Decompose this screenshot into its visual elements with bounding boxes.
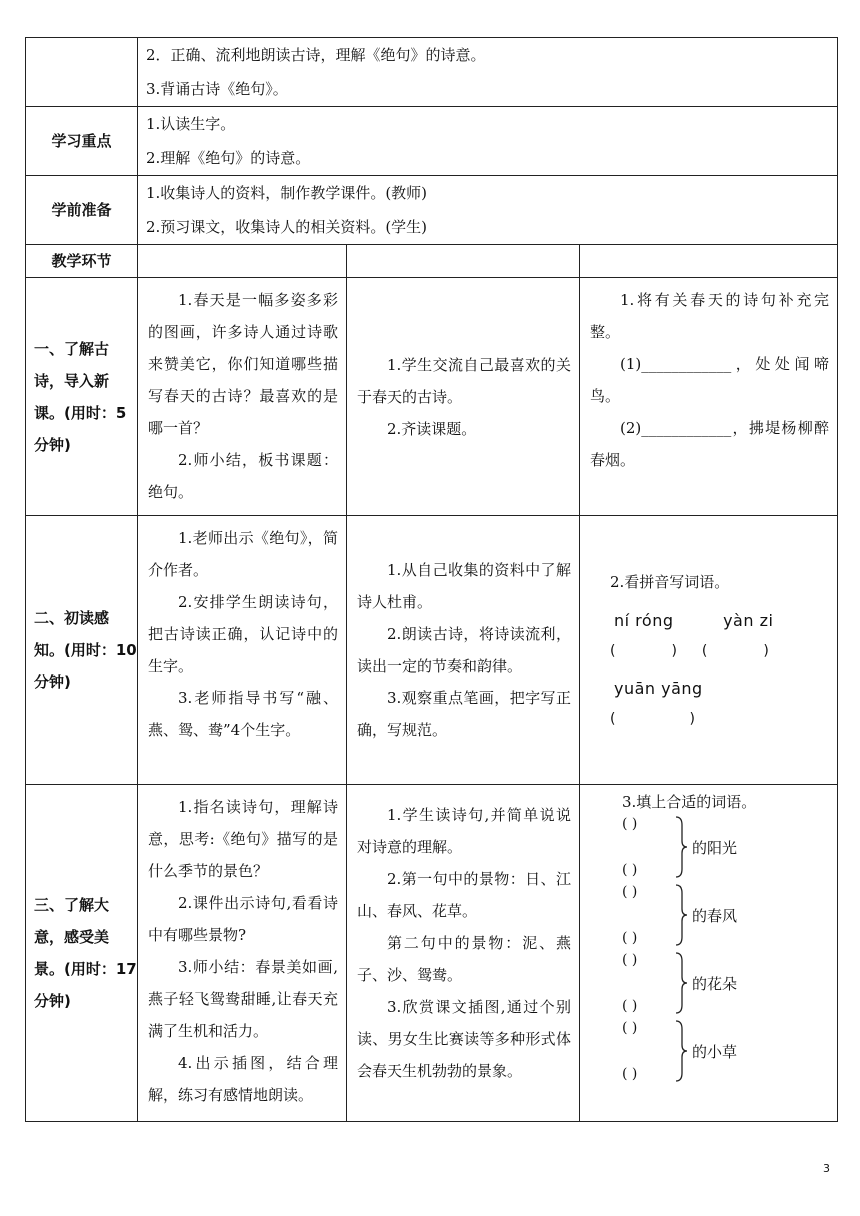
word-suffix: 的春风 — [692, 907, 738, 925]
paren-close: ) — [763, 643, 769, 659]
section3-exercise-cell — [580, 785, 838, 1122]
exercise-item — [590, 412, 829, 476]
teacher-step: 1.指名读诗句，理解诗意，思考:《绝句》描写的是什么季节的景色？ — [148, 798, 338, 880]
key-points-cell — [138, 107, 838, 176]
item-number: (1) — [620, 355, 642, 373]
section2-exercise-cell — [580, 516, 838, 785]
pinyin-word: yuān yāng — [614, 679, 703, 698]
paren-open: ( — [610, 711, 616, 727]
lesson-plan-table — [25, 37, 838, 1122]
student-step: 第二句中的景物：泥、燕子、沙、鸳鸯。 — [357, 934, 571, 984]
key-points-row — [26, 107, 838, 176]
student-step: 1.从自己收集的资料中了解诗人杜甫。 — [357, 561, 571, 611]
section3-row — [26, 785, 838, 1122]
section3-label: 三、了解大意，感受美景。(用时：17分钟) — [26, 785, 138, 1122]
steps-header-label: 教学环节 — [26, 245, 138, 278]
answer-paren: ( ) — [622, 816, 638, 832]
answer-parens-row — [610, 636, 829, 666]
item-text: ，处处闻啼鸟。 — [590, 355, 830, 405]
section1-exercise-cell — [580, 278, 838, 516]
section1-teacher-cell — [138, 278, 347, 516]
section1-row — [26, 278, 838, 516]
exercise-intro: 1.将有关春天的诗句补充完整。 — [590, 291, 830, 341]
key-points-label: 学习重点 — [26, 107, 138, 176]
teacher-step: 1.春天是一幅多姿多彩的图画，许多诗人通过诗歌来赞美它，你们知道哪些描写春天的古诗？最喜欢的是哪一首？ — [148, 291, 338, 437]
answer-paren: ( ) — [622, 998, 638, 1014]
preparation-line: 2.预习课文，收集诗人的相关资料。(学生) — [146, 218, 428, 236]
objectives-cell — [138, 38, 838, 107]
section2-teacher-cell — [138, 516, 347, 785]
brace-icon — [674, 815, 688, 879]
answer-paren: ( ) — [622, 862, 638, 878]
student-header-cell — [347, 245, 580, 278]
paren-open: ( — [701, 643, 708, 659]
brace-icon — [674, 951, 688, 1015]
teacher-step: 2.课件出示诗句,看看诗中有哪些景物? — [148, 894, 338, 944]
pinyin-word: yàn zi — [723, 611, 774, 630]
fill-blank: ____________ — [641, 355, 732, 373]
pinyin-row — [610, 674, 829, 704]
paren-close: ) — [689, 711, 695, 727]
answer-parens-row — [610, 704, 829, 734]
preparation-line: 1.收集诗人的资料，制作教学课件。(教师) — [146, 184, 428, 202]
section3-student-cell — [347, 785, 580, 1122]
answer-paren: ( ) — [622, 930, 638, 946]
student-step: 3.欣赏课文插图,通过个别读、男女生比赛读等多种形式体会春天生机勃勃的景象。 — [357, 998, 571, 1080]
answer-paren: ( ) — [622, 884, 638, 900]
word-group — [622, 815, 829, 883]
student-step: 2.齐读课题。 — [387, 419, 477, 438]
word-group — [622, 1019, 829, 1087]
page-number: 3 — [823, 1162, 830, 1175]
section2-student-cell — [347, 516, 580, 785]
objective-line: 2．正确、流利地朗读古诗，理解《绝句》的诗意。 — [146, 46, 486, 64]
word-suffix: 的花朵 — [692, 975, 738, 993]
pinyin-word: ní róng — [614, 611, 674, 630]
student-step: 2.朗读古诗，将诗读流利，读出一定的节奏和韵律。 — [357, 625, 571, 675]
teacher-step: 2.师小结，板书课题：绝句。 — [148, 451, 338, 501]
student-step: 3.观察重点笔画，把字写正确，写规范。 — [357, 689, 571, 739]
key-point-line: 1.认读生字。 — [146, 115, 236, 133]
paren-close: ) — [671, 643, 677, 659]
fill-blank: ____________ — [641, 419, 732, 437]
section2-row — [26, 516, 838, 785]
preparation-row — [26, 176, 838, 245]
student-step: 2.第一句中的景物：日、江山、春风、花草。 — [357, 870, 571, 920]
student-step: 1.学生读诗句,并简单说说对诗意的理解。 — [357, 806, 571, 856]
section2-label: 二、初读感知。(用时：10分钟) — [26, 516, 138, 785]
word-suffix: 的阳光 — [692, 839, 738, 857]
exercise-header-cell — [580, 245, 838, 278]
pinyin-row — [610, 606, 829, 636]
section3-teacher-cell — [138, 785, 347, 1122]
teacher-step: 2.安排学生朗读诗句，把古诗读正确，认记诗中的生字。 — [148, 593, 338, 675]
preparation-cell — [138, 176, 838, 245]
word-suffix: 的小草 — [692, 1043, 738, 1061]
student-step: 1.学生交流自己最喜欢的关于春天的古诗。 — [357, 355, 571, 406]
objective-line: 3.背诵古诗《绝句》。 — [146, 80, 288, 98]
answer-paren: ( ) — [622, 1020, 638, 1036]
teacher-step: 3.师小结：春景美如画,燕子轻飞鸳鸯甜睡,让春天充满了生机和活力。 — [148, 958, 338, 1040]
exercise-item — [590, 348, 829, 412]
key-point-line: 2.理解《绝句》的诗意。 — [146, 149, 311, 167]
preparation-label: 学前准备 — [26, 176, 138, 245]
word-group — [622, 951, 829, 1019]
objectives-row — [26, 38, 838, 107]
section1-label: 一、了解古诗，导入新课。(用时：5分钟) — [26, 278, 138, 516]
steps-header-row — [26, 245, 838, 278]
teacher-step: 4.出示插图，结合理解，练习有感情地朗读。 — [148, 1054, 338, 1104]
exercise-intro: 3.填上合适的词语。 — [622, 793, 757, 811]
teacher-step: 1.老师出示《绝句》，简介作者。 — [148, 529, 338, 579]
answer-paren: ( ) — [622, 1066, 638, 1082]
item-text: ，拂堤杨柳醉春烟。 — [590, 419, 830, 469]
teacher-header-cell — [138, 245, 347, 278]
teacher-step: 3.老师指导书写“融、燕、鸳、鸯”4个生字。 — [148, 689, 338, 739]
brace-icon — [674, 883, 688, 947]
exercise-intro: 2.看拼音写词语。 — [610, 573, 730, 591]
section1-student-cell — [347, 278, 580, 516]
item-number: (2) — [620, 419, 642, 437]
brace-icon — [674, 1019, 688, 1083]
empty-label-cell — [26, 38, 138, 107]
answer-paren: ( ) — [622, 952, 638, 968]
word-group — [622, 883, 829, 951]
paren-open: ( — [610, 643, 616, 659]
